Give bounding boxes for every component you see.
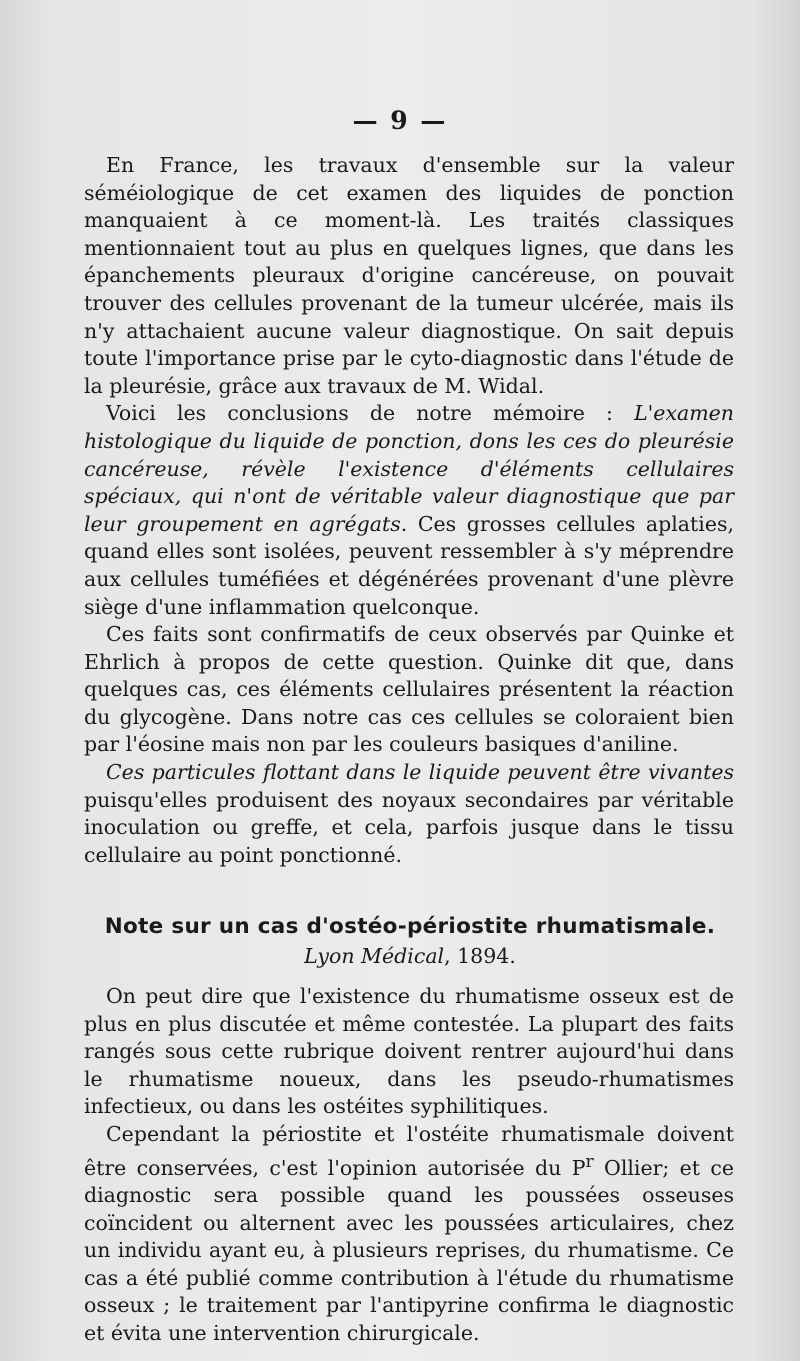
superscript: r (585, 1151, 594, 1172)
page-number: — 9 — (352, 106, 448, 135)
paragraph (84, 983, 734, 1121)
paragraph (84, 152, 734, 400)
paragraph-text: En France, les travaux d'ensemble sur la valeur séméiologique de cet examen des liquides de ponction manquaient à ce moment-là. Les traités classiques mentionnaient tout au plus en quelques lignes, que dans les épanchements pleuraux d'origine cancéreuse, on pouvait trouver des cellules provenant de la tumeur ulcérée, mais ils n'y attachaient aucune valeur diagnostique. On sait depuis toute l'importance prise par le cyto-diagnostic dans l'étude de la pleurésie, grâce aux travaux de M. Widal. (84, 153, 734, 398)
paragraph-lead: Voici les conclusions de notre mémoire : (106, 401, 635, 426)
paragraph (84, 621, 734, 759)
paragraph-text: Ollier; et ce diagnostic sera possible quand les poussées osseuses coïncident ou alternent avec les poussées articulaires, chez un individu ayant eu, à plusieurs reprises, du rhumatisme. Ce cas a été publié comme contribution à l'étude du rhumatisme osseux ; le traitement par l'antipyrine confirma le diagnostic et évita une intervention chirurgicale. (84, 1155, 734, 1345)
paragraph (84, 400, 734, 621)
paragraph (84, 1121, 734, 1348)
paragraph-text: Ces grosses cellules aplaties, quand elles sont isolées, peuvent ressembler à s'y méprendre aux cellules tuméfiées et dégénérées provenant d'une plèvre siège d'une inflammation quelconque. (84, 511, 734, 619)
paragraph-text: puisqu'elles produisent des noyaux secondaires par véritable inoculation ou greffe, et cela, parfois jusque dans le tissu cellulaire au point ponctionné. (84, 787, 734, 867)
conclusion-italic: L'examen histologique du liquide de ponction, dons les ces do pleurésie cancéreuse, révèle l'existence d'éléments cellulaires spéciaux, qui n'ont de véritable valeur diagnostique que par leur groupement en agrégats. (84, 401, 734, 536)
section-title: Note sur un cas d'ostéo-périostite rhumatismale. (104, 914, 716, 939)
section-heading (60, 912, 760, 970)
journal-name: Lyon Médical (304, 944, 445, 968)
section-source (60, 942, 760, 970)
emphasis-italic: Ces particules flottant dans le liquide peuvent être vivantes (106, 760, 734, 785)
paragraph (84, 759, 734, 869)
text-block-cytology (84, 152, 734, 869)
paragraph-lead: Cependant la périostite et l'ostéite rhumatismale doivent être conservées, c'est l'opinion autorisée du P (84, 1121, 734, 1180)
paragraph-text: Ces faits sont confirmatifs de ceux observés par Quinke et Ehrlich à propos de cette question. Quinke dit que, dans quelques cas, ces éléments cellulaires présentent la réaction du glycogène. Dans notre cas ces cellules se coloraient bien par l'éosine mais non par les couleurs basiques d'aniline. (84, 622, 734, 757)
journal-year: , 1894. (444, 944, 516, 968)
text-block-rheumatism (84, 983, 734, 1348)
paragraph-text: On peut dire que l'existence du rhumatisme osseux est de plus en plus discutée et même contestée. La plupart des faits rangés sous cette rubrique doivent rentrer aujourd'hui dans le rhumatisme noueux, dans les pseudo-rhumatismes infectieux, ou dans les ostéites syphilitiques. (84, 984, 734, 1119)
